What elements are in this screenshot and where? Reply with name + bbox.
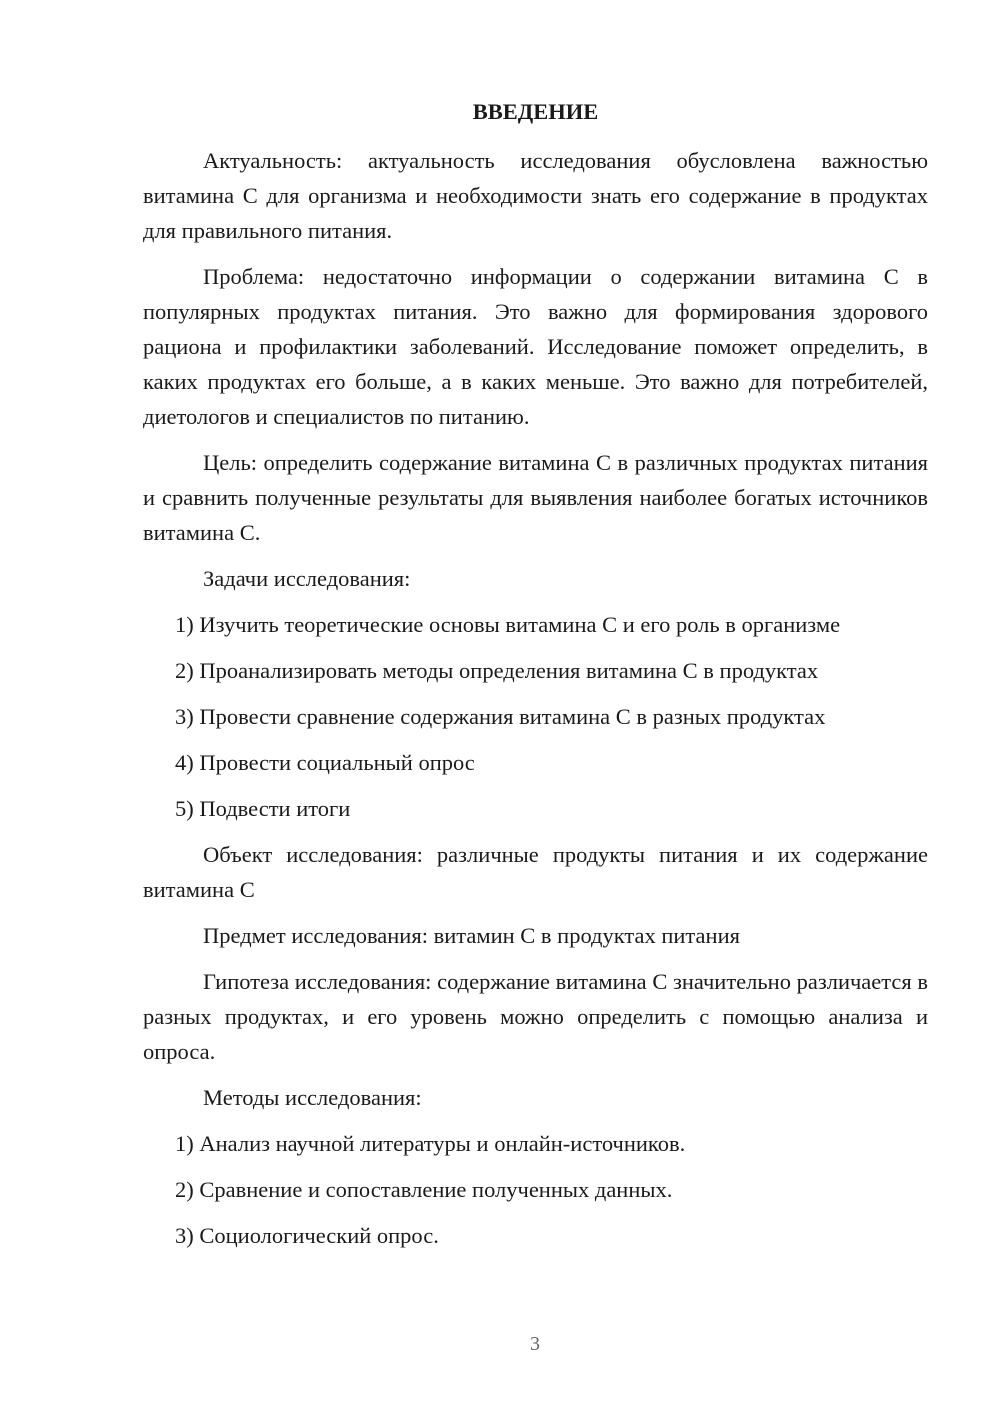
task-item: 4) Провести социальный опрос <box>175 750 475 775</box>
task-item: 5) Подвести итоги <box>175 796 351 821</box>
task-item: 1) Изучить теоретические основы витамина С и его роль в организме <box>175 612 841 637</box>
task-item: 2) Проанализировать методы определения витамина С в продуктах <box>175 658 819 683</box>
method-item: 1) Анализ научной литературы и онлайн-источников. <box>175 1131 686 1156</box>
hypothesis-paragraph: Гипотеза исследования: содержание витамина С значительно различается в разных продуктах, и его уровень можно определить с помощью анализа и опроса. <box>143 969 928 1064</box>
object-paragraph: Объект исследования: различные продукты питания и их содержание витамина С <box>143 842 928 902</box>
tasks-heading: Задачи исследования: <box>203 566 411 591</box>
problem-paragraph: Проблема: недостаточно информации о содержании витамина С в популярных продуктах питания. Это важно для формирования здорового рациона и профилактики заболеваний. Исследование поможет определить, в каких продуктах его больше, а в каких меньше. Это важно для потребителей, диетологов и специалистов по питанию. <box>143 264 928 429</box>
method-item: 3) Социологический опрос. <box>175 1223 439 1248</box>
page-number: 3 <box>530 1333 540 1355</box>
goal-paragraph: Цель: определить содержание витамина С в различных продуктах питания и сравнить полученные результаты для выявления наиболее богатых источников витамина С. <box>143 450 928 545</box>
subject-paragraph: Предмет исследования: витамин С в продуктах питания <box>203 923 740 948</box>
relevance-paragraph: Актуальность: актуальность исследования обусловлена важностью витамина С для организма и необходимости знать его содержание в продуктах для правильного питания. <box>143 148 928 243</box>
page-content <box>143 94 928 1253</box>
methods-heading: Методы исследования: <box>203 1085 422 1110</box>
section-title: ВВЕДЕНИЕ <box>472 99 599 124</box>
method-item: 2) Сравнение и сопоставление полученных данных. <box>175 1177 673 1202</box>
task-item: 3) Провести сравнение содержания витамина С в разных продуктах <box>175 704 826 729</box>
